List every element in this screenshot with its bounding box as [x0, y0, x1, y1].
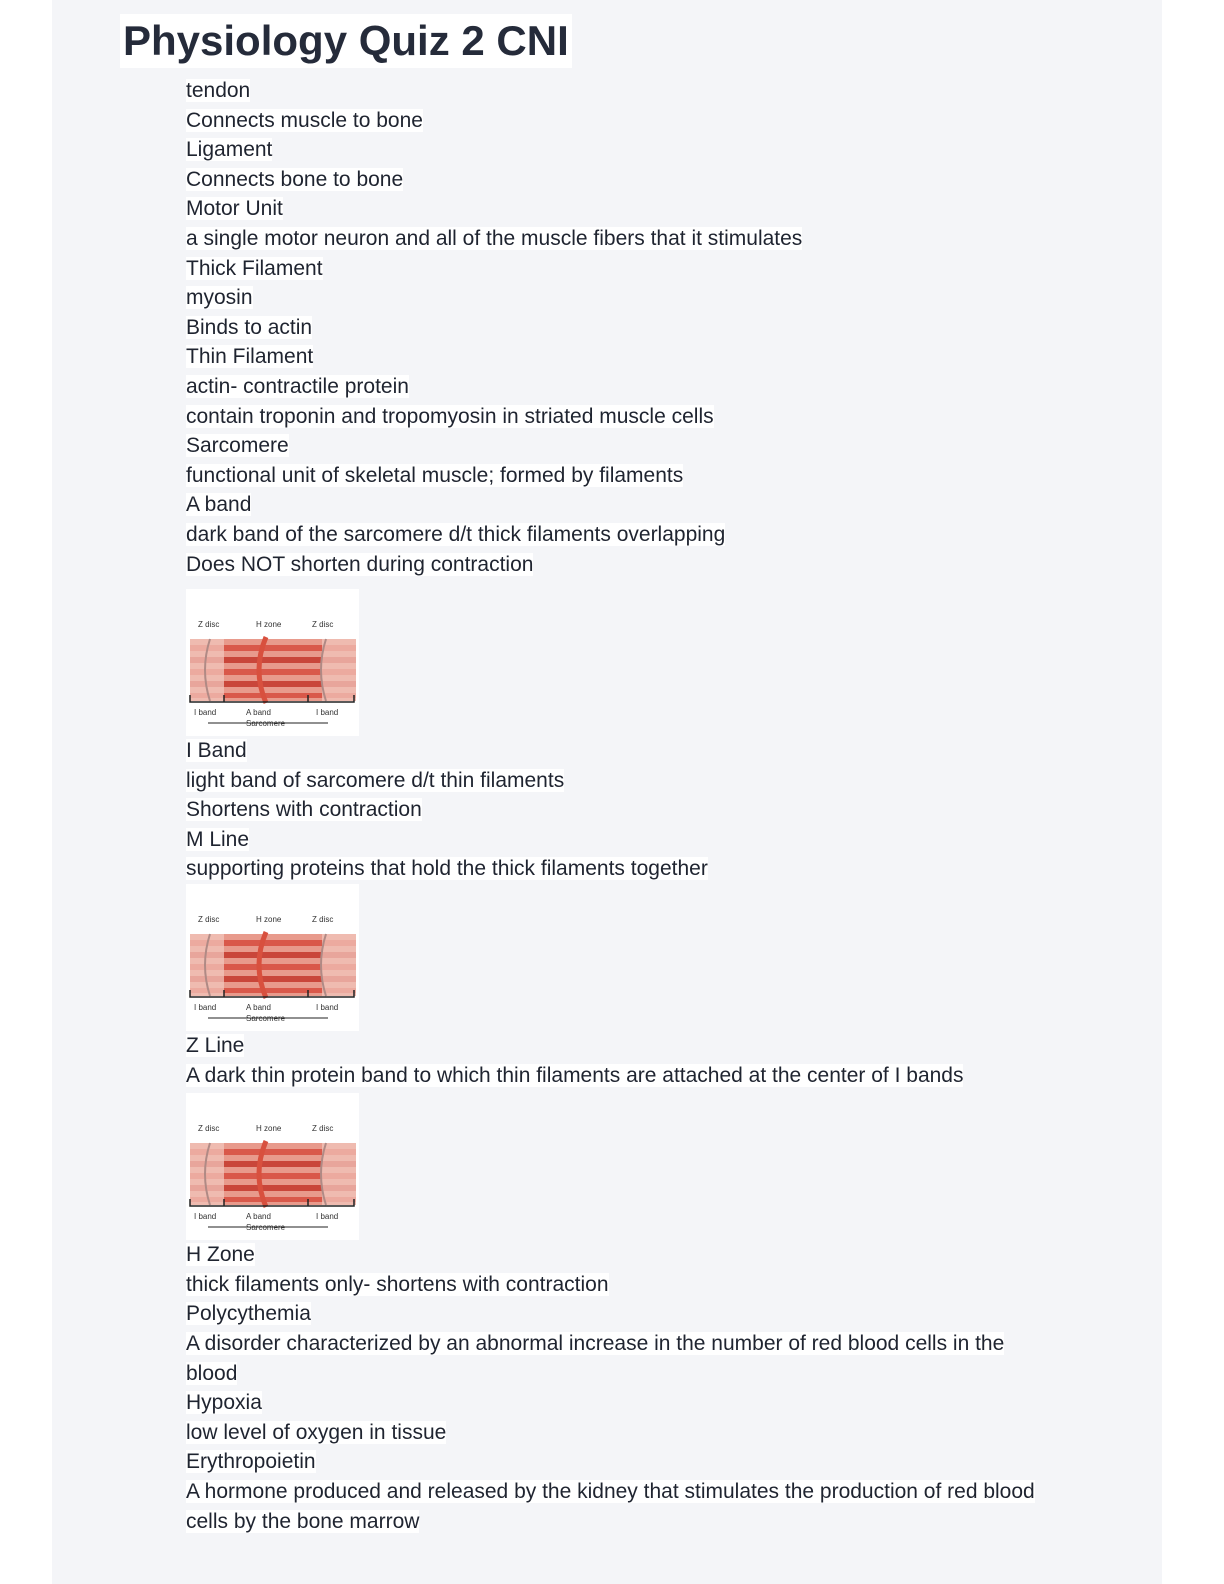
term-text: A band	[186, 493, 252, 517]
i-band-label: I band	[194, 1003, 217, 1013]
term-text: Z Line	[186, 1034, 245, 1058]
term-text: Sarcomere	[186, 434, 289, 458]
h-zone-label: H zone	[256, 620, 282, 630]
z-disc-label: Z disc	[312, 1124, 334, 1134]
a-band-label: A band	[246, 1212, 271, 1222]
definition-text: blood	[186, 1361, 238, 1385]
term-text: I Band	[186, 739, 247, 763]
term-text: M Line	[186, 827, 250, 851]
z-disc-label: Z disc	[312, 915, 334, 925]
sarcomere-diagram	[186, 884, 359, 1031]
list-item	[186, 342, 1096, 372]
list-item	[186, 372, 1096, 402]
list-item	[186, 795, 1096, 825]
list-item	[186, 1299, 1096, 1329]
definition-text: light band of sarcomere d/t thin filaments	[186, 768, 565, 792]
list-item	[186, 736, 1096, 766]
list-item	[186, 1061, 1096, 1091]
page-title: Physiology Quiz 2 CNI	[120, 14, 572, 68]
term-text: tendon	[186, 79, 251, 102]
definition-text: Connects muscle to bone	[186, 108, 423, 132]
list-item	[186, 1507, 1096, 1537]
list-item	[186, 1329, 1096, 1359]
list-item	[186, 76, 1096, 106]
a-band-label: A band	[246, 1003, 271, 1013]
muscle-fiber-illustration	[190, 932, 356, 998]
i-band-label: I band	[194, 1212, 217, 1222]
definition-text: contain troponin and tropomyosin in striated muscle cells	[186, 404, 714, 428]
definition-text: A dark thin protein band to which thin filaments are attached at the center of I bands	[186, 1063, 964, 1087]
sarcomere-label: Sarcomere	[246, 1014, 286, 1024]
definition-text: A disorder characterized by an abnormal increase in the number of red blood cells in the	[186, 1332, 1005, 1356]
list-item	[186, 520, 1096, 550]
muscle-fiber-illustration	[190, 1141, 356, 1207]
list-item	[186, 1359, 1096, 1389]
sarcomere-label: Sarcomere	[246, 719, 286, 729]
document-content	[186, 76, 1096, 1536]
i-band-label: I band	[194, 708, 217, 718]
definition-text: Binds to actin	[186, 315, 313, 339]
definition-text: actin- contractile protein	[186, 374, 409, 398]
term-text: Erythropoietin	[186, 1450, 316, 1474]
term-text: Motor Unit	[186, 197, 283, 221]
list-item	[186, 1418, 1096, 1448]
h-zone-label: H zone	[256, 915, 282, 925]
z-disc-label: Z disc	[312, 620, 334, 630]
list-item	[186, 461, 1096, 491]
list-item	[186, 224, 1096, 254]
list-item	[186, 254, 1096, 284]
definition-text: cells by the bone marrow	[186, 1509, 420, 1533]
list-item	[186, 1388, 1096, 1418]
definition-text: Does NOT shorten during contraction	[186, 552, 534, 576]
list-item	[186, 490, 1096, 520]
term-text: H Zone	[186, 1243, 255, 1267]
definition-text: myosin	[186, 286, 253, 310]
list-item	[186, 431, 1096, 461]
i-band-label: I band	[316, 1003, 339, 1013]
definition-text: Shortens with contraction	[186, 798, 422, 822]
term-text: Hypoxia	[186, 1391, 262, 1415]
definition-text: Connects bone to bone	[186, 167, 404, 191]
i-band-label: I band	[316, 708, 339, 718]
z-disc-label: Z disc	[198, 915, 220, 925]
definition-text: supporting proteins that hold the thick filaments together	[186, 857, 708, 881]
definition-text: thick filaments only- shortens with contraction	[186, 1272, 609, 1296]
a-band-label: A band	[246, 708, 271, 718]
list-item	[186, 1447, 1096, 1477]
term-text: Thin Filament	[186, 345, 314, 369]
definition-text: low level of oxygen in tissue	[186, 1420, 447, 1444]
sarcomere-label: Sarcomere	[246, 1223, 286, 1233]
sarcomere-diagram	[186, 589, 359, 736]
list-item	[186, 135, 1096, 165]
definition-text: functional unit of skeletal muscle; formed by filaments	[186, 463, 684, 487]
list-item	[186, 165, 1096, 195]
list-item	[186, 1270, 1096, 1300]
z-disc-label: Z disc	[198, 620, 220, 630]
list-item	[186, 194, 1096, 224]
list-item	[186, 106, 1096, 136]
i-band-label: I band	[316, 1212, 339, 1222]
sarcomere-diagram	[186, 1093, 359, 1240]
list-item	[186, 283, 1096, 313]
list-item	[186, 825, 1096, 855]
definition-text: A hormone produced and released by the kidney that stimulates the production of red blood	[186, 1480, 1035, 1503]
list-item	[186, 766, 1096, 796]
muscle-fiber-illustration	[190, 637, 356, 703]
term-text: Ligament	[186, 138, 273, 162]
list-item	[186, 550, 1096, 580]
list-item	[186, 1031, 1096, 1061]
list-item	[186, 1477, 1096, 1507]
definition-text: dark band of the sarcomere d/t thick filaments overlapping	[186, 522, 726, 546]
z-disc-label: Z disc	[198, 1124, 220, 1134]
list-item	[186, 854, 1096, 884]
h-zone-label: H zone	[256, 1124, 282, 1134]
term-text: Thick Filament	[186, 256, 323, 280]
list-item	[186, 402, 1096, 432]
list-item	[186, 1240, 1096, 1270]
term-text: Polycythemia	[186, 1302, 311, 1326]
list-item	[186, 313, 1096, 343]
definition-text: a single motor neuron and all of the muscle fibers that it stimulates	[186, 226, 803, 250]
